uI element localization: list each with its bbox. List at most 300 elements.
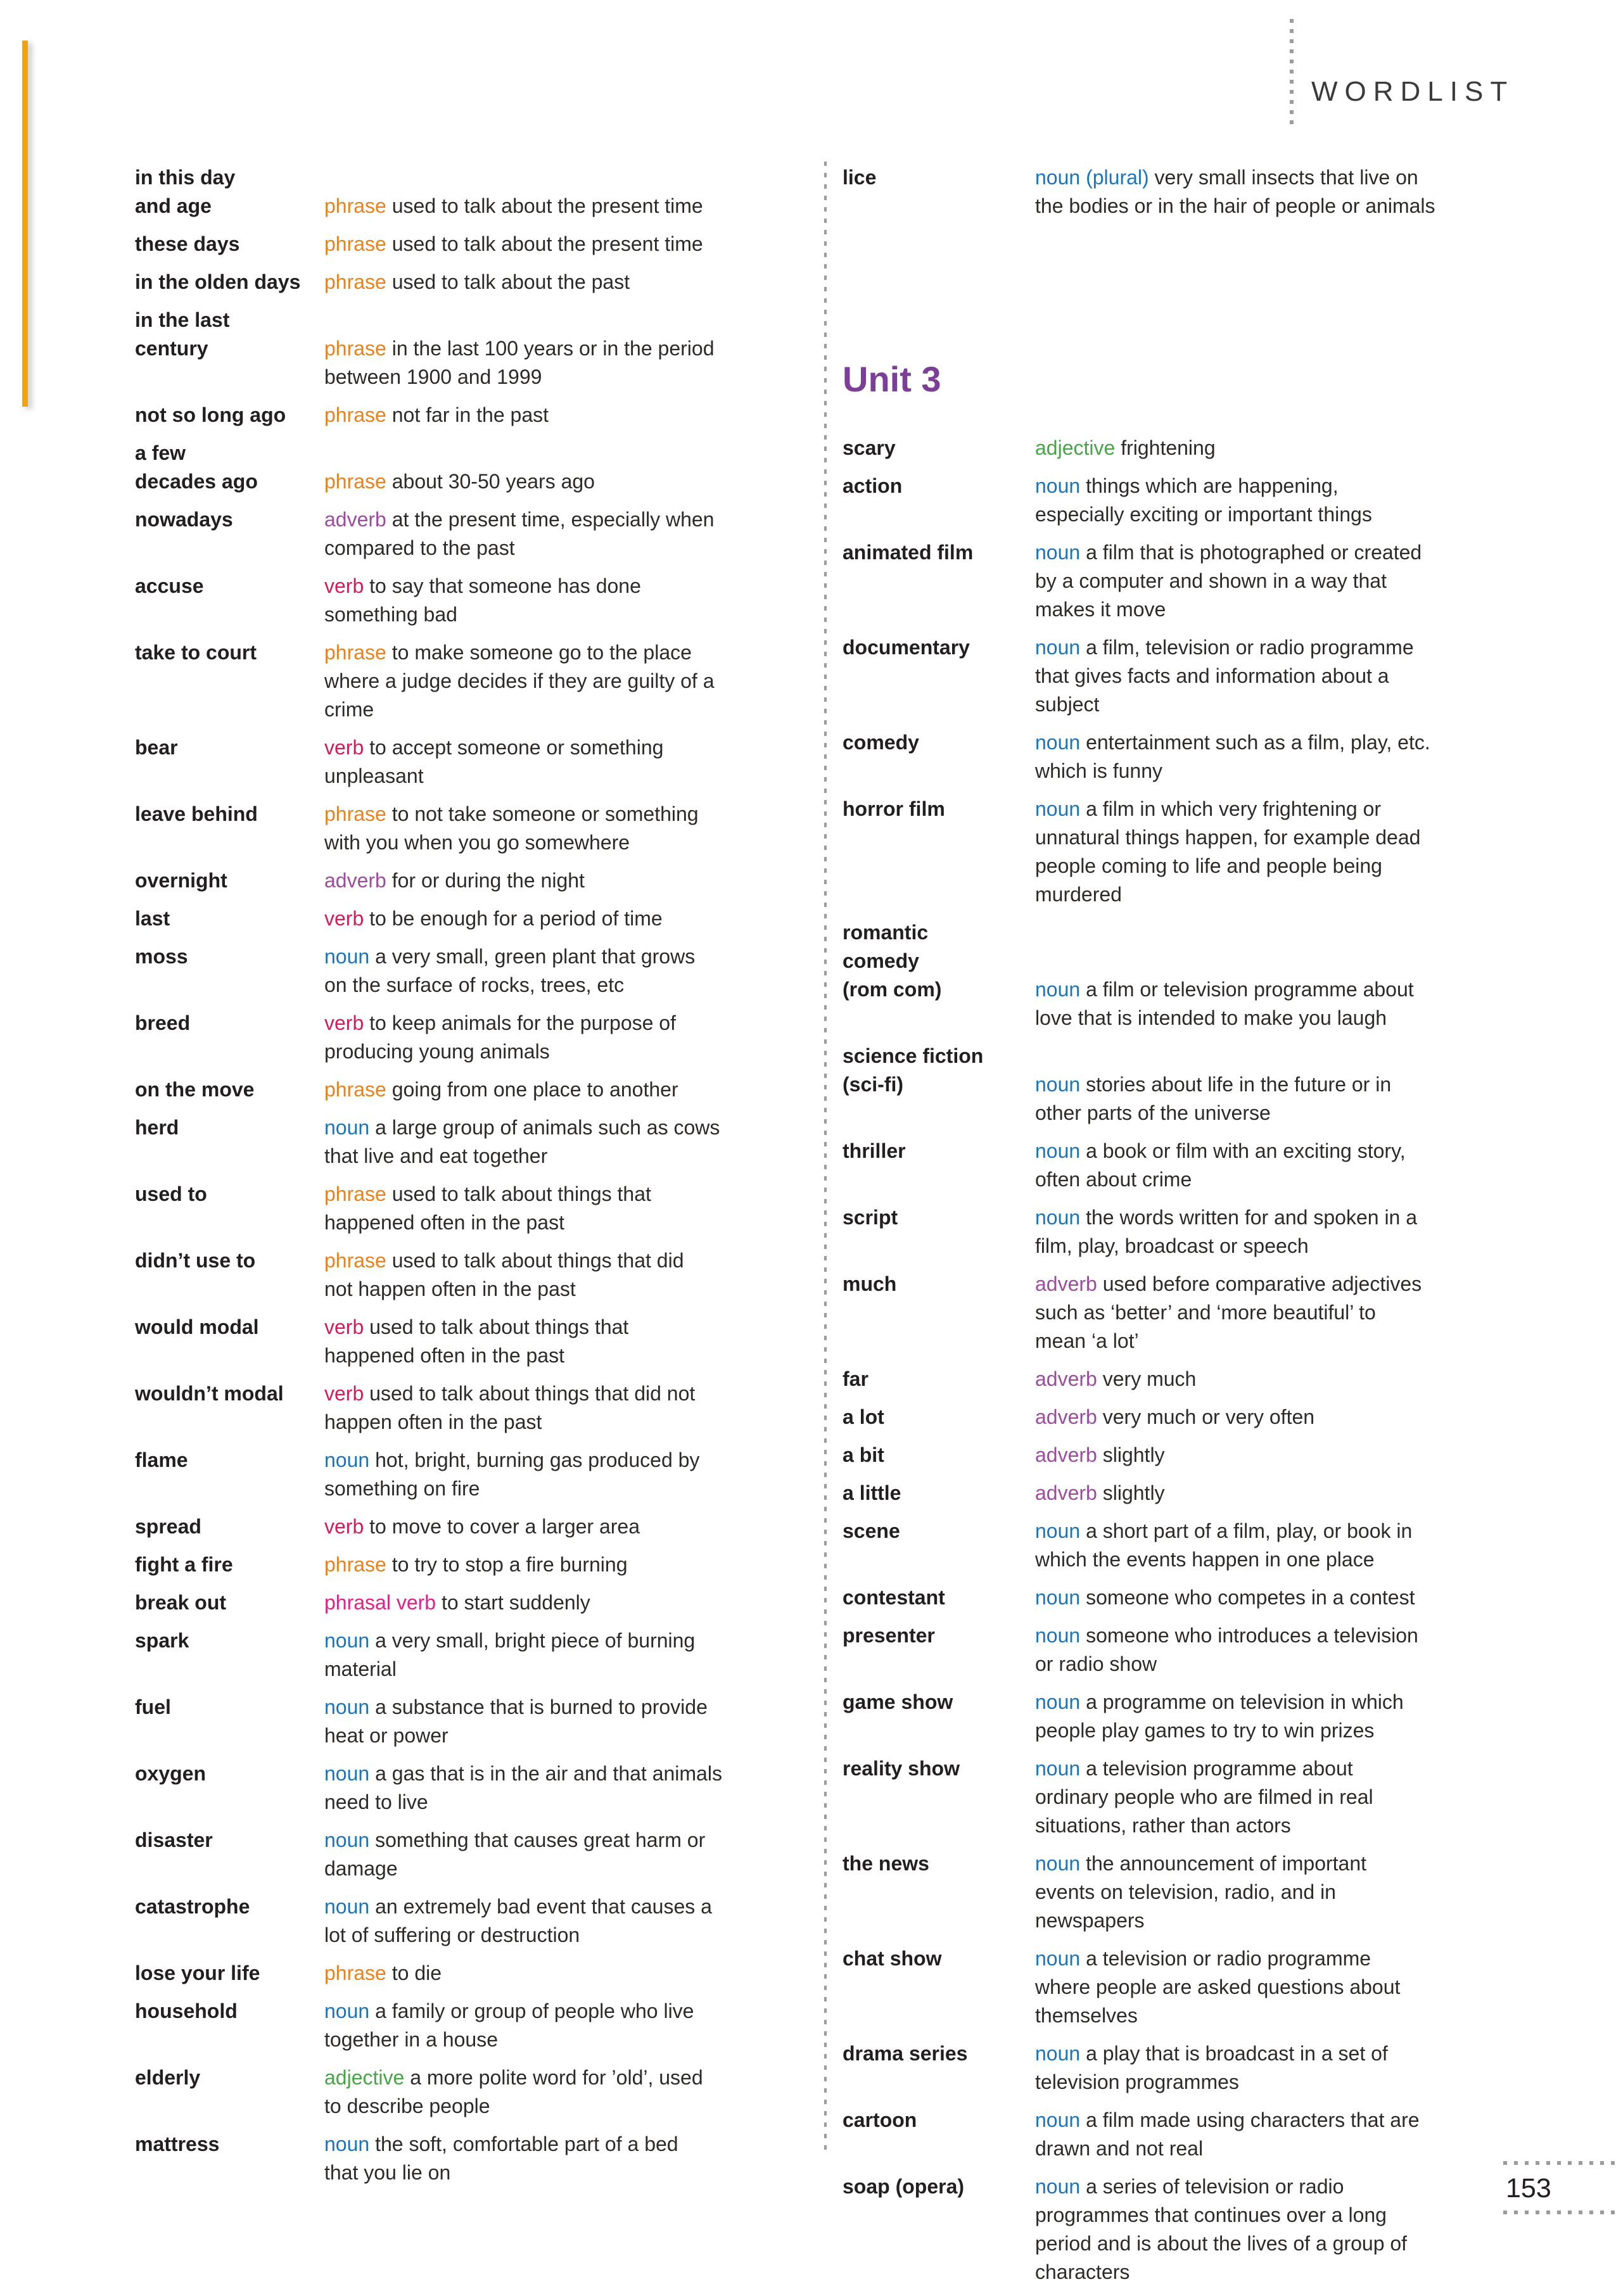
- definition-line: between 1900 and 1999: [324, 365, 542, 388]
- definition: [324, 1180, 820, 1237]
- pos-label: phrase: [324, 337, 386, 360]
- definition: [1035, 1849, 1600, 1935]
- pos-label: verb: [324, 1316, 364, 1338]
- pos-label: noun: [1035, 541, 1081, 564]
- term-line: elderly: [135, 2066, 201, 2089]
- definition-line: noun an extremely bad event that causes a: [324, 1895, 712, 1918]
- wordlist-entry: [843, 1137, 1600, 1194]
- definition: [324, 1551, 820, 1579]
- definition-line: such as ‘better’ and ‘more beautiful’ to: [1035, 1301, 1376, 1324]
- definition-line: the bodies or in the hair of people or animals: [1035, 194, 1435, 217]
- term-line: flame: [135, 1449, 188, 1471]
- pos-label: phrase: [324, 802, 386, 825]
- term: [135, 163, 324, 220]
- term: [135, 1380, 324, 1437]
- pos-label: noun: [1035, 1139, 1081, 1162]
- term: [135, 1551, 324, 1579]
- definition: [1035, 1583, 1600, 1612]
- definition-line: drawn and not real: [1035, 2137, 1204, 2160]
- definition-line: noun a television or radio programme: [1035, 1947, 1371, 1970]
- pos-label: noun: [1035, 1852, 1081, 1875]
- pos-label: noun: [1035, 1206, 1081, 1229]
- definition-line: love that is intended to make you laugh: [1035, 1006, 1387, 1029]
- pos-label: adjective: [1035, 436, 1116, 459]
- term-line: scary: [843, 436, 896, 459]
- definition: [1035, 2039, 1600, 2096]
- wordlist-entry: [135, 306, 820, 391]
- term: [135, 1893, 324, 1950]
- pos-label: adverb: [324, 869, 386, 892]
- definition-line: noun a short part of a film, play, or book in: [1035, 1519, 1413, 1542]
- term: [843, 1479, 1035, 1507]
- definition-line: noun entertainment such as a film, play, etc.: [1035, 731, 1430, 754]
- definition-line: makes it move: [1035, 598, 1166, 621]
- definition-line: crime: [324, 698, 374, 721]
- term: [843, 1754, 1035, 1840]
- wordlist-entry: [135, 1313, 820, 1370]
- definition-line: to describe people: [324, 2095, 490, 2117]
- term-line: mattress: [135, 2133, 220, 2155]
- term: [135, 1313, 324, 1370]
- wordlist-entry: [843, 1365, 1600, 1393]
- term: [135, 306, 324, 391]
- definition-line: often about crime: [1035, 1168, 1192, 1191]
- definition-line: situations, rather than actors: [1035, 1814, 1291, 1837]
- pos-label: noun: [324, 2000, 370, 2022]
- wordlist-entry: [135, 1893, 820, 1950]
- definition-line: subject: [1035, 693, 1100, 716]
- wordlist-entry: [843, 163, 1600, 220]
- definition-line: noun a play that is broadcast in a set of: [1035, 2042, 1388, 2065]
- definition: [1035, 1203, 1600, 1260]
- wordlist-entry: [135, 1627, 820, 1684]
- term-line: century: [135, 337, 208, 360]
- pos-label: noun: [1035, 1947, 1081, 1970]
- definition-line: happened often in the past: [324, 1211, 564, 1234]
- term-line: spark: [135, 1629, 189, 1652]
- pos-label: noun: [324, 1829, 370, 1851]
- term: [843, 1944, 1035, 2030]
- definition-line: something bad: [324, 603, 457, 626]
- term-line: in the olden days: [135, 270, 301, 293]
- wordlist-entry: [135, 1180, 820, 1237]
- definition: [324, 401, 820, 429]
- wordlist-entry: [135, 505, 820, 562]
- definition-line: or radio show: [1035, 1652, 1157, 1675]
- term-line: script: [843, 1206, 898, 1229]
- wordlist-entry: [135, 866, 820, 895]
- definition-line: people coming to life and people being: [1035, 854, 1382, 877]
- definition-line: verb to keep animals for the purpose of: [324, 1012, 676, 1034]
- definition: [1035, 538, 1600, 624]
- term-line: decades ago: [135, 470, 258, 493]
- wordlist-entry: [843, 1203, 1600, 1260]
- term-line: chat show: [843, 1947, 942, 1970]
- term-line: disaster: [135, 1829, 213, 1851]
- pos-label: adverb: [324, 508, 386, 531]
- definition-line: phrase going from one place to another: [324, 1078, 678, 1101]
- wordlist-entry: [135, 800, 820, 857]
- term-line: household: [135, 2000, 238, 2022]
- term: [135, 1997, 324, 2054]
- term: [843, 795, 1035, 909]
- definition: [1035, 1270, 1600, 1355]
- term: [843, 2106, 1035, 2163]
- definition: [324, 572, 820, 629]
- definition: [1035, 472, 1600, 529]
- term-line: fight a fire: [135, 1553, 233, 1576]
- definition: [324, 1627, 820, 1684]
- wordlist-entry: [843, 1688, 1600, 1745]
- definition-line: events on television, radio, and in: [1035, 1881, 1336, 1903]
- pos-label: noun: [1035, 1073, 1081, 1096]
- pos-label: verb: [324, 1515, 364, 1538]
- pos-label: phrase: [324, 403, 386, 426]
- definition-line: mean ‘a lot’: [1035, 1329, 1139, 1352]
- definition-line: producing young animals: [324, 1040, 550, 1063]
- definition-line: by a computer and shown in a way that: [1035, 569, 1387, 592]
- term-line: a little: [843, 1481, 901, 1504]
- wordlist-entry: [135, 572, 820, 629]
- pos-label: verb: [324, 907, 364, 930]
- term: [135, 1075, 324, 1104]
- definition-line: noun a substance that is burned to provide: [324, 1696, 708, 1718]
- term: [843, 472, 1035, 529]
- wordlist-entry: [135, 1589, 820, 1617]
- definition-line: material: [324, 1658, 397, 1680]
- term-line: action: [843, 474, 903, 497]
- definition: [1035, 1479, 1600, 1507]
- definition-line: phrase to die: [324, 1962, 442, 1984]
- term: [843, 1517, 1035, 1574]
- term: [843, 1849, 1035, 1935]
- definition-line: characters: [1035, 2261, 1130, 2283]
- definition-line: that gives facts and information about a: [1035, 664, 1389, 687]
- definition-line: phrase not far in the past: [324, 403, 549, 426]
- definition: [324, 638, 820, 724]
- wordlist-entry: [135, 230, 820, 258]
- term-line: last: [135, 907, 170, 930]
- definition: [324, 1693, 820, 1750]
- term-line: accuse: [135, 574, 204, 597]
- definition: [1035, 2106, 1600, 2163]
- pos-label: phrase: [324, 1553, 386, 1576]
- definition: [324, 1959, 820, 1988]
- header-dotted-line: [1290, 19, 1294, 125]
- definition-line: noun a very small, bright piece of burning: [324, 1629, 696, 1652]
- definition-line: phrase used to talk about the past: [324, 270, 630, 293]
- pos-label: adverb: [1035, 1367, 1097, 1390]
- term: [843, 918, 1035, 1032]
- pos-label: phrase: [324, 194, 386, 217]
- definition-line: verb to move to cover a larger area: [324, 1515, 640, 1538]
- term-line: these days: [135, 232, 240, 255]
- wordlist-entry: [843, 2106, 1600, 2163]
- definition: [324, 1246, 820, 1303]
- definition-line: themselves: [1035, 2004, 1138, 2027]
- term: [135, 733, 324, 790]
- definition-line: especially exciting or important things: [1035, 503, 1372, 526]
- pos-label: verb: [324, 1382, 364, 1405]
- definition: [324, 306, 820, 391]
- definition-line: adverb slightly: [1035, 1443, 1165, 1466]
- wordlist-entry: [135, 1760, 820, 1817]
- term-line: herd: [135, 1116, 179, 1139]
- term: [843, 1042, 1035, 1127]
- term-line: contestant: [843, 1586, 945, 1609]
- definition-line: that live and eat together: [324, 1145, 548, 1167]
- pos-label: noun: [1035, 1624, 1081, 1647]
- definition: [1035, 1403, 1600, 1431]
- pos-label: noun: [1035, 1519, 1081, 1542]
- pos-label: noun: [324, 945, 370, 968]
- term: [135, 2064, 324, 2121]
- term-line: wouldn’t modal: [135, 1382, 284, 1405]
- definition-line: which is funny: [1035, 759, 1162, 782]
- definition-line: phrase about 30-50 years ago: [324, 470, 595, 493]
- term: [843, 1403, 1035, 1431]
- definition-line: noun a film or television programme about: [1035, 978, 1414, 1001]
- pos-label: phrase: [324, 641, 386, 664]
- wordlist-entry: [135, 1551, 820, 1579]
- definition: [324, 1113, 820, 1170]
- wordlist-entry: [135, 733, 820, 790]
- definition: [1035, 1621, 1600, 1678]
- term-line: romantic: [843, 921, 929, 944]
- term: [843, 1621, 1035, 1678]
- wordlist-entry: [135, 1380, 820, 1437]
- term-line: cartoon: [843, 2109, 917, 2131]
- wordlist-entry: [843, 633, 1600, 719]
- definition: [324, 1009, 820, 1066]
- term: [843, 538, 1035, 624]
- term-line: breed: [135, 1012, 191, 1034]
- definition-line: period and is about the lives of a group of: [1035, 2232, 1408, 2255]
- wordlist-entry: [843, 918, 1600, 1032]
- term: [135, 1513, 324, 1541]
- term: [135, 1446, 324, 1503]
- page-number: 153: [1506, 2173, 1551, 2204]
- wordlist-entry: [843, 1517, 1600, 1574]
- term: [843, 2172, 1035, 2286]
- definition-line: adverb used before comparative adjectives: [1035, 1272, 1422, 1295]
- pos-label: noun: [1035, 474, 1081, 497]
- term-line: far: [843, 1367, 868, 1390]
- wordlist-entry: [135, 439, 820, 496]
- term-line: comedy: [843, 949, 919, 972]
- definition-line: phrase to make someone go to the place: [324, 641, 692, 664]
- wordlist-entry: [843, 1849, 1600, 1935]
- definition-line: noun a television programme about: [1035, 1757, 1353, 1780]
- term-line: catastrophe: [135, 1895, 250, 1918]
- definition-line: noun someone who introduces a television: [1035, 1624, 1418, 1647]
- definition: [1035, 434, 1600, 462]
- definition-line: noun a film in which very frightening or: [1035, 797, 1382, 820]
- definition-line: adjective frightening: [1035, 436, 1216, 459]
- definition: [324, 1760, 820, 1817]
- pos-label: adverb: [1035, 1481, 1097, 1504]
- pos-label: phrase: [324, 232, 386, 255]
- column-separator: [824, 162, 827, 2150]
- pos-label: noun: [1035, 797, 1081, 820]
- pos-label: noun: [1035, 1757, 1081, 1780]
- definition: [324, 733, 820, 790]
- definition-line: damage: [324, 1857, 398, 1880]
- definition-line: not happen often in the past: [324, 1278, 576, 1300]
- definition: [324, 230, 820, 258]
- wordlist-entry: [843, 728, 1600, 785]
- term: [843, 163, 1035, 220]
- pos-label: noun: [324, 1116, 370, 1139]
- wordlist-entry: [843, 1403, 1600, 1431]
- wordlist-entry: [135, 1009, 820, 1066]
- term-line: overnight: [135, 869, 227, 892]
- definition-line: noun a film, television or radio programme: [1035, 636, 1414, 659]
- definition-line: noun things which are happening,: [1035, 474, 1339, 497]
- wordlist-entry: [843, 2039, 1600, 2096]
- term-line: soap (opera): [843, 2175, 965, 2198]
- definition: [324, 1893, 820, 1950]
- term: [135, 572, 324, 629]
- definition: [324, 1826, 820, 1883]
- unit-heading: Unit 3: [843, 359, 941, 399]
- wordlist-entry: [135, 1997, 820, 2054]
- pos-label: noun: [1035, 2109, 1081, 2131]
- definition-line: adjective a more polite word for ’old’, used: [324, 2066, 703, 2089]
- definition-line: verb to be enough for a period of time: [324, 907, 663, 930]
- term: [843, 1583, 1035, 1612]
- wordlist-entry: [843, 795, 1600, 909]
- term: [135, 1113, 324, 1170]
- definition-line: need to live: [324, 1791, 428, 1813]
- term: [135, 942, 324, 999]
- wordlist-entry: [135, 268, 820, 296]
- term: [843, 728, 1035, 785]
- wordlist-entry: [135, 2064, 820, 2121]
- definition: [324, 1589, 820, 1617]
- wordlist-entry: [843, 1479, 1600, 1507]
- definition-line: noun a book or film with an exciting story,: [1035, 1139, 1406, 1162]
- wordlist-entry: [843, 1621, 1600, 1678]
- definition-line: other parts of the universe: [1035, 1101, 1271, 1124]
- definition-line: noun something that causes great harm or: [324, 1829, 706, 1851]
- pos-label: noun: [1035, 2042, 1081, 2065]
- term-line: leave behind: [135, 802, 258, 825]
- pos-label: noun: [324, 1696, 370, 1718]
- definition: [324, 1380, 820, 1437]
- definition-line: phrase used to talk about the present time: [324, 194, 703, 217]
- definition-line: adverb at the present time, especially when: [324, 508, 715, 531]
- wordlist-entry: [135, 1446, 820, 1503]
- definition: [324, 439, 820, 496]
- definition-line: on the surface of rocks, trees, etc: [324, 974, 625, 996]
- wordlist-entry: [135, 942, 820, 999]
- term-line: fuel: [135, 1696, 171, 1718]
- pos-label: noun: [1035, 731, 1081, 754]
- wordlist-entry: [843, 1754, 1600, 1840]
- pos-label: adjective: [324, 2066, 405, 2089]
- wordlist-entry: [843, 538, 1600, 624]
- term-line: in this day: [135, 166, 236, 189]
- definition-line: adverb for or during the night: [324, 869, 585, 892]
- definition-line: happened often in the past: [324, 1344, 564, 1367]
- term: [843, 633, 1035, 719]
- term-line: game show: [843, 1690, 953, 1713]
- wordlist-entry: [135, 1075, 820, 1104]
- definition-line: noun the announcement of important: [1035, 1852, 1367, 1875]
- definition-line: where a judge decides if they are guilty of a: [324, 669, 715, 692]
- term-line: a lot: [843, 1405, 884, 1428]
- term-line: used to: [135, 1183, 207, 1205]
- term-line: take to court: [135, 641, 257, 664]
- definition: [1035, 1944, 1600, 2030]
- term: [135, 268, 324, 296]
- pos-label: noun: [324, 2133, 370, 2155]
- definition-line: noun a very small, green plant that grows: [324, 945, 696, 968]
- definition: [1035, 1365, 1600, 1393]
- definition-line: ordinary people who are filmed in real: [1035, 1785, 1373, 1808]
- term-line: (sci-fi): [843, 1073, 903, 1096]
- definition: [324, 1997, 820, 2054]
- pos-label: noun: [1035, 636, 1081, 659]
- wordlist-entry: [135, 904, 820, 933]
- definition-line: noun a film that is photographed or created: [1035, 541, 1422, 564]
- wordlist-entry: [843, 1583, 1600, 1612]
- term-line: drama series: [843, 2042, 968, 2065]
- term-line: science fiction: [843, 1044, 984, 1067]
- pos-label: noun: [324, 1629, 370, 1652]
- term: [843, 1270, 1035, 1355]
- term-line: documentary: [843, 636, 970, 659]
- term: [135, 1959, 324, 1988]
- term: [843, 1688, 1035, 1745]
- pos-label: noun: [324, 1895, 370, 1918]
- wordlist-entry: [135, 1693, 820, 1750]
- footer-dotted-line-top: [1503, 2161, 1616, 2165]
- wordlist-entry: [843, 1270, 1600, 1355]
- pos-label: phrase: [324, 270, 386, 293]
- term: [135, 505, 324, 562]
- term: [135, 2130, 324, 2187]
- page-title: WORDLIST: [1311, 76, 1515, 107]
- term-line: lice: [843, 166, 877, 189]
- definition-line: which the events happen in one place: [1035, 1548, 1375, 1571]
- accent-bar: [22, 41, 28, 407]
- term-line: and age: [135, 194, 212, 217]
- pos-label: phrasal verb: [324, 1591, 436, 1614]
- definition: [324, 1446, 820, 1503]
- term: [135, 1627, 324, 1684]
- term-line: comedy: [843, 731, 919, 754]
- definition-line: phrasal verb to start suddenly: [324, 1591, 590, 1614]
- term: [135, 1180, 324, 1237]
- definition: [1035, 918, 1600, 1032]
- definition-line: noun (plural) very small insects that live on: [1035, 166, 1418, 189]
- definition-line: phrase to not take someone or something: [324, 802, 699, 825]
- definition-line: that you lie on: [324, 2161, 451, 2184]
- definition-line: phrase in the last 100 years or in the period: [324, 337, 715, 360]
- definition: [324, 163, 820, 220]
- pos-label: noun: [1035, 1586, 1081, 1609]
- pos-label: phrase: [324, 470, 386, 493]
- pos-label: noun: [1035, 978, 1081, 1001]
- definition-line: noun a programme on television in which: [1035, 1690, 1404, 1713]
- definition-line: verb to accept someone or something: [324, 736, 664, 759]
- definition-line: with you when you go somewhere: [324, 831, 630, 854]
- term-line: would modal: [135, 1316, 259, 1338]
- pos-label: verb: [324, 1012, 364, 1034]
- term-line: oxygen: [135, 1762, 207, 1785]
